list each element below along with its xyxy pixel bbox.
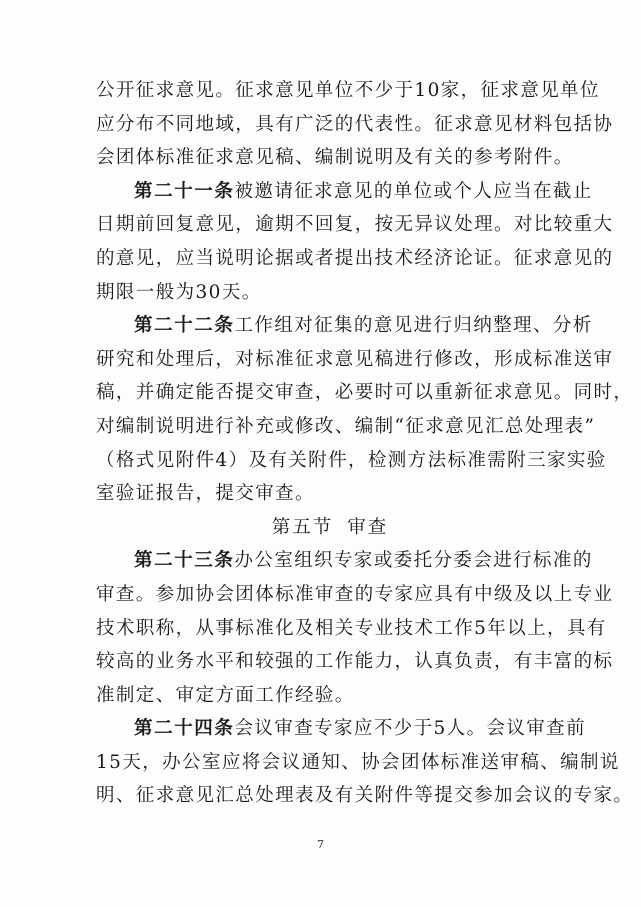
article-22-text: 工作组对征集的意见进行归纳整理、分析 [234, 315, 593, 337]
article-23-number: 第二十三条 [134, 550, 235, 572]
text-line: 会团体标准征求意见稿、编制说明及有关的参考附件。 [96, 147, 574, 169]
section-heading [96, 511, 554, 545]
page-number: 7 [317, 838, 324, 851]
text-line: 15天，办公室应将会议通知、协会团体标准送审稿、编制说 [96, 751, 620, 773]
text-line: 准制定、审定方面工作经验。 [96, 684, 355, 706]
article-23-first-line [96, 544, 593, 578]
text-line: 对编制说明进行补充或修改、编制“征求意见汇总处理表” [96, 415, 596, 437]
article-21-first-line [96, 175, 593, 209]
article-24-text: 会议审查专家应不少于5人。会议审查前 [234, 718, 586, 740]
text-line: 公开征求意见。征求意见单位不少于10家，征求意见单位 [96, 80, 600, 101]
text-line: 研究和处理后，对标准征求意见稿进行修改，形成标准送审 [96, 348, 614, 370]
text-line: 日期前回复意见，逾期不回复，按无异议处理。对比较重大 [96, 214, 614, 236]
text-line: 技术职称，从事标准化及相关专业技术工作5年以上，具有 [96, 617, 607, 639]
text-line: 应分布不同地域，具有广泛的代表性。征求意见材料包括协 [96, 113, 614, 135]
text-line: 室验证报告，提交审查。 [96, 483, 315, 505]
article-21-number: 第二十一条 [134, 180, 235, 202]
section-name: 审查 [347, 516, 389, 538]
text-line: 审查。参加协会团体标准审查的专家应具有中级及以上专业 [96, 583, 614, 605]
document-body [96, 74, 634, 813]
text-line: 期限一般为30天。 [96, 281, 262, 303]
article-24-number: 第二十四条 [134, 718, 235, 740]
article-23-text: 办公室组织专家或委托分委会进行标准的 [234, 550, 593, 572]
article-21-text: 被邀请征求意见的单位或个人应当在截止 [234, 180, 593, 202]
article-22-first-line [96, 309, 593, 343]
section-number: 第五节 [271, 516, 334, 538]
article-22-number: 第二十二条 [134, 315, 235, 337]
article-24-first-line [96, 712, 586, 746]
text-line: 的意见，应当说明论据或者提出技术经济论证。征求意见的 [96, 247, 614, 269]
text-line: 较高的业务水平和较强的工作能力，认真负责，有丰富的标 [96, 651, 614, 673]
text-line: （格式见附件4）及有关附件，检测方法标准需附三家实验 [96, 449, 607, 471]
text-line: 稿，并确定能否提交审查，必要时可以重新征求意见。同时， [96, 382, 634, 404]
text-line: 明、征求意见汇总处理表及有关附件等提交参加会议的专家。 [96, 785, 634, 807]
